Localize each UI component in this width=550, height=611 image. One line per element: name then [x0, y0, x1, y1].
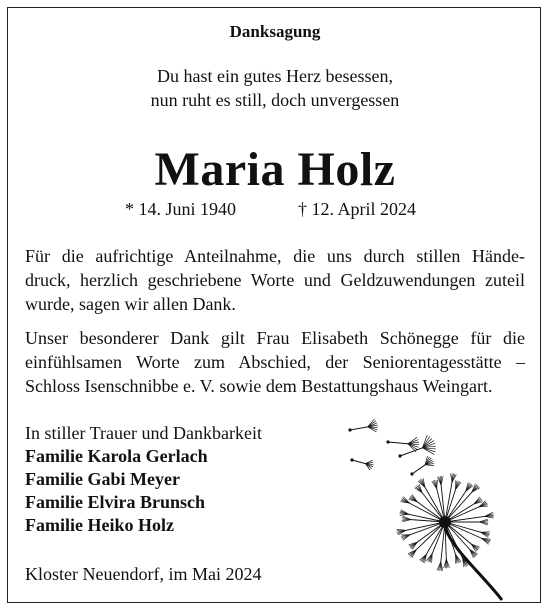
closing-intro: In stiller Trauer und Dankbarkeit [25, 423, 262, 443]
death-date: † 12. April 2024 [298, 199, 417, 219]
closing-block [25, 422, 262, 537]
paragraph-line: einfühlsamen Worte zum Abschied, der Seniorentagesstätte – [25, 352, 525, 372]
dandelion-icon [330, 412, 535, 602]
thanks-paragraph [25, 244, 525, 316]
paragraph-line: Unser besonderer Dank gilt Frau Elisabeth Schönegge für die [25, 328, 525, 348]
paragraph-line: Schloss Isenschnibbe e. V. sowie dem Bestattungshaus Weingart. [25, 376, 493, 396]
notice-heading: Danksagung [229, 22, 321, 41]
paragraph-line: druck, herzlich geschriebene Worte und Geldzuwendungen zuteil [25, 270, 525, 290]
family-name: Familie Heiko Holz [25, 515, 174, 535]
paragraph-line: Für die aufrichtige Anteilnahme, die uns durch stillen Hände- [25, 246, 525, 266]
paragraph-line: wurde, sagen wir allen Dank. [25, 294, 236, 314]
place-and-date: Kloster Neuendorf, im Mai 2024 [25, 564, 262, 584]
family-name: Familie Elvira Brunsch [25, 492, 205, 512]
verse-line: Du hast ein gutes Herz besessen, [157, 66, 393, 86]
birth-date: * 14. Juni 1940 [125, 199, 237, 219]
special-thanks-paragraph [25, 326, 525, 398]
deceased-name: Maria Holz [154, 143, 396, 196]
verse-line: nun ruht es still, doch unvergessen [150, 90, 400, 110]
verse [0, 64, 550, 112]
family-name: Familie Karola Gerlach [25, 446, 208, 466]
family-name: Familie Gabi Meyer [25, 469, 180, 489]
